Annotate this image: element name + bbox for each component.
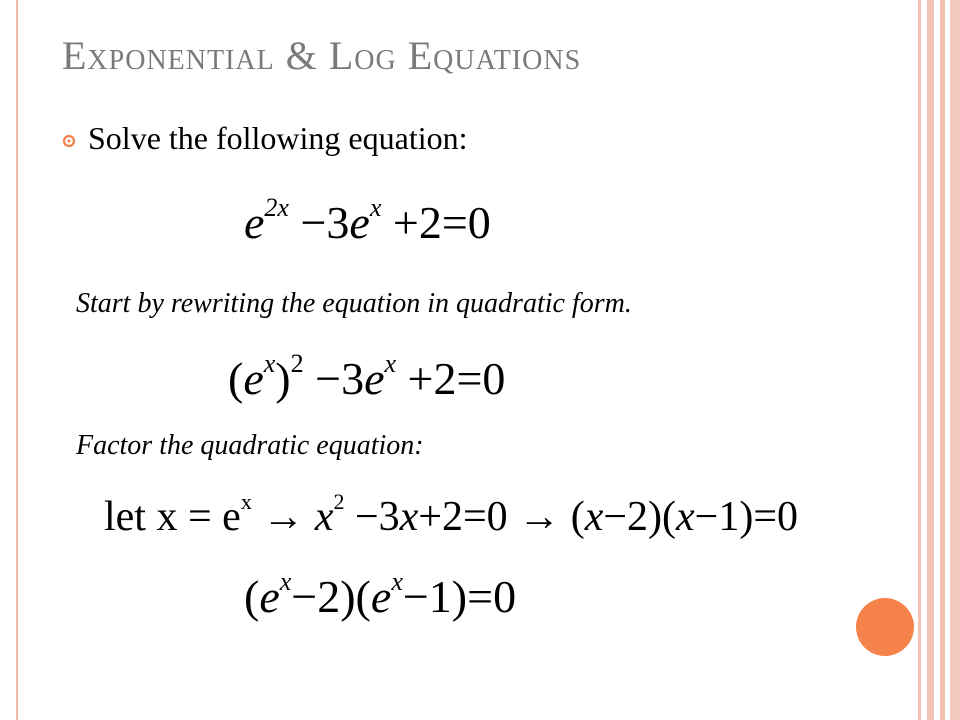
eq-exponent: x (369, 192, 382, 222)
eq-term: e (349, 197, 370, 248)
eq-term: ( (228, 353, 244, 404)
eq-term: x (676, 494, 695, 540)
slide-title: Exponential & Log Equations (62, 33, 582, 78)
eq-term: −1)=0 (402, 571, 517, 622)
eq-term: −3 (315, 353, 365, 404)
left-border (0, 0, 18, 720)
eq-term: −1)=0 (694, 494, 799, 540)
arrow-icon: → (262, 494, 305, 540)
equation-substitution (104, 489, 799, 540)
eq-term: −3 (354, 494, 400, 540)
eq-term: −2)( (291, 571, 371, 622)
eq-exponent: 2x (264, 192, 289, 222)
decorative-circle (856, 598, 914, 656)
equation-original (244, 192, 491, 248)
eq-exponent: x (384, 348, 397, 378)
eq-exponent: 2 (290, 348, 304, 378)
eq-term: ( (570, 494, 585, 540)
eq-term: e (259, 571, 280, 622)
eq-term: ) (275, 353, 291, 404)
eq-exponent: 2 (333, 489, 345, 514)
arrow-icon: → (518, 494, 561, 540)
eq-exponent: x (263, 348, 276, 378)
equation-factored (244, 566, 517, 622)
eq-exponent: x (240, 489, 252, 514)
bullet-icon (62, 134, 76, 148)
eq-term: −2)( (603, 494, 677, 540)
eq-exponent: x (279, 566, 292, 596)
eq-term: +2=0 (407, 353, 506, 404)
eq-term: +2=0 (392, 197, 491, 248)
eq-term: let x = e (104, 494, 241, 540)
eq-term: −3 (300, 197, 350, 248)
right-stripe (940, 0, 945, 720)
eq-term: e (364, 353, 385, 404)
right-stripe (927, 0, 934, 720)
eq-term: x (399, 494, 419, 540)
eq-term: x (584, 494, 604, 540)
eq-term: +2=0 (418, 494, 508, 540)
bullet-text: Solve the following equation: (88, 120, 468, 156)
note-factor: Factor the quadratic equation: (76, 430, 424, 461)
eq-term: x (314, 494, 334, 540)
eq-term: e (370, 571, 392, 622)
eq-term: ( (244, 571, 260, 622)
eq-term: e (244, 197, 265, 248)
eq-term: e (243, 353, 264, 404)
right-stripe (918, 0, 921, 720)
equation-quadratic-form (228, 348, 506, 404)
eq-exponent: x (391, 566, 403, 596)
right-stripe (950, 0, 960, 720)
note-rewrite: Start by rewriting the equation in quadratic form. (76, 288, 632, 319)
